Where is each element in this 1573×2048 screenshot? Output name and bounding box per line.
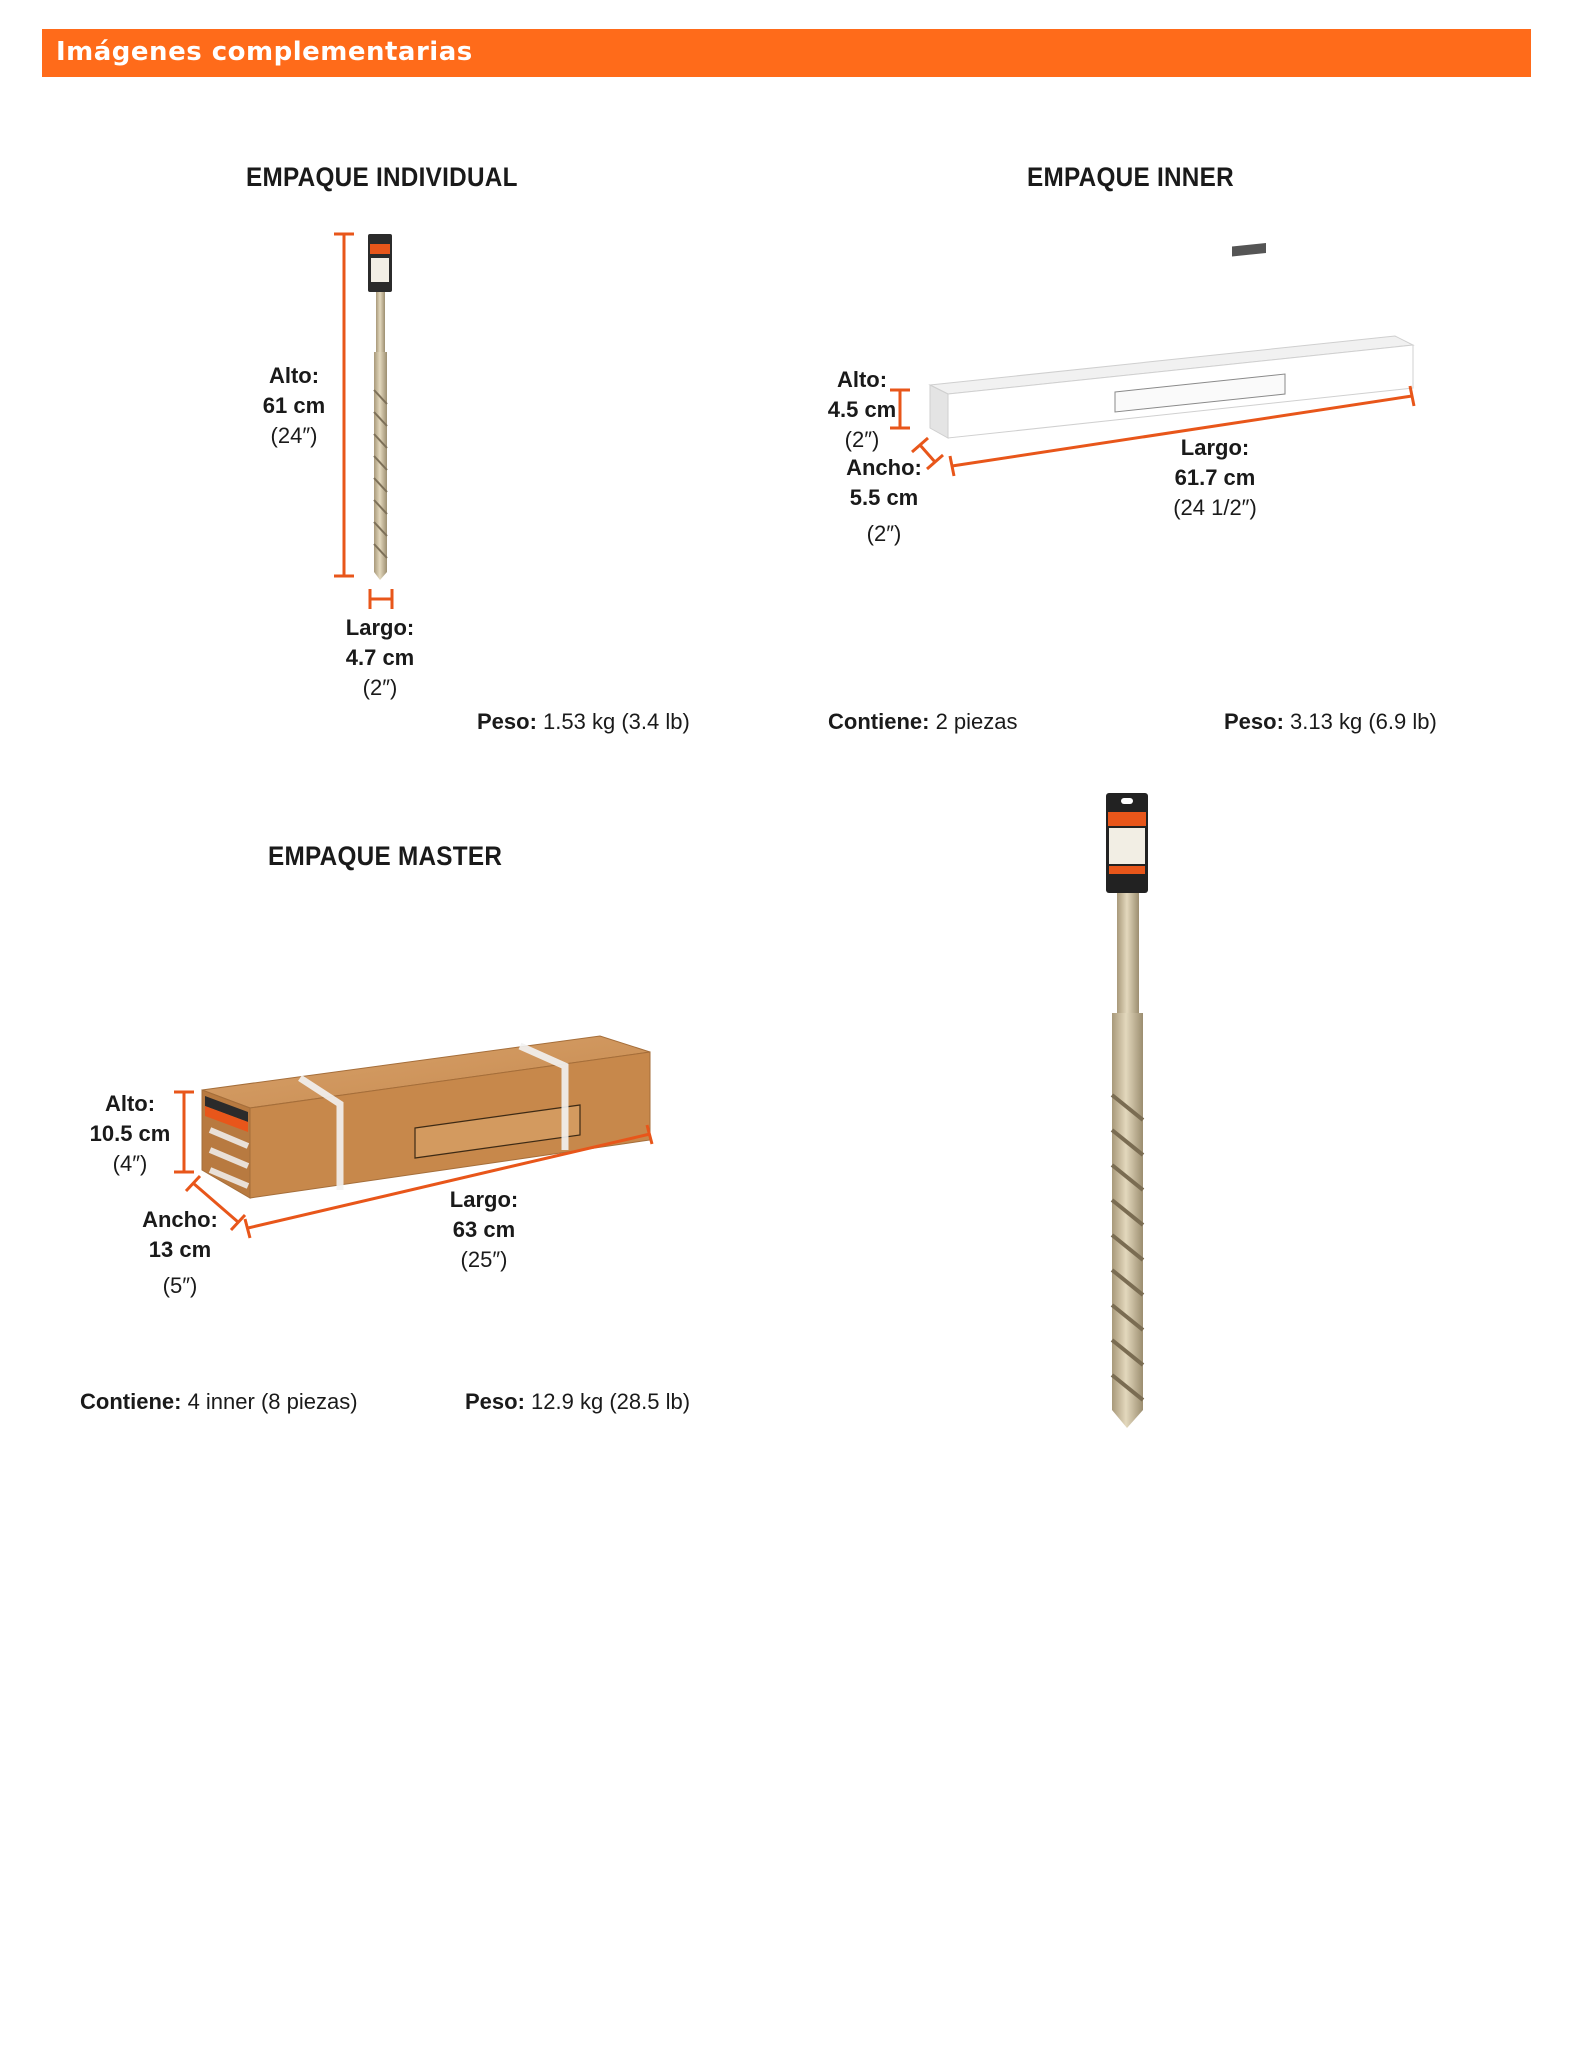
largo-caption: Largo: [449,1187,519,1212]
peso-caption: Peso: [477,709,537,734]
ancho-inches: (5″) [162,1273,198,1298]
master-ancho-label [136,1205,224,1301]
ancho-caption: Ancho: [846,455,922,480]
contiene-value: 2 piezas [929,709,1018,734]
alto-inches: (4″) [112,1151,148,1176]
alto-caption: Alto: [836,367,888,392]
ancho-value: 13 cm [148,1237,212,1262]
master-peso [465,1389,690,1415]
ancho-inches: (2″) [866,521,902,546]
individual-drill-bit-icon [368,234,392,580]
largo-inches: (25″) [460,1247,508,1272]
individual-largo-label [338,613,422,703]
largo-value: 63 cm [452,1217,516,1242]
inner-title: EMPAQUE INNER [1027,162,1234,192]
peso-caption: Peso: [465,1389,525,1414]
individual-alto-label [262,361,326,451]
largo-caption: Largo: [345,615,415,640]
alto-caption: Alto: [268,363,320,388]
contiene-caption: Contiene: [80,1389,182,1414]
alto-inches: (24″) [270,423,318,448]
alto-caption: Alto: [104,1091,156,1116]
large-drill-bit-icon [1106,793,1148,1428]
peso-value: 1.53 kg (3.4 lb) [536,709,690,734]
master-title: EMPAQUE MASTER [268,841,503,871]
peso-value: 12.9 kg (28.5 lb) [524,1389,691,1414]
inner-contiene [828,709,1018,735]
inner-alto-label [820,365,904,455]
master-largo-label [440,1185,528,1275]
master-box-icon [202,1036,650,1198]
individual-title: EMPAQUE INDIVIDUAL [246,162,518,192]
contiene-value: 4 inner (8 piezas) [181,1389,358,1414]
inner-peso [1224,709,1437,735]
ancho-value: 5.5 cm [849,485,919,510]
peso-value: 3.13 kg (6.9 lb) [1283,709,1437,734]
alto-value: 4.5 cm [827,397,897,422]
master-alto-label [88,1089,172,1179]
alto-inches: (2″) [844,427,880,452]
largo-value: 4.7 cm [345,645,415,670]
peso-caption: Peso: [1224,709,1284,734]
inner-ancho-label [840,453,928,549]
inner-largo-label [1160,433,1270,523]
largo-inches: (24 1/2″) [1173,495,1257,520]
section-title: Imágenes complementarias [56,37,473,67]
master-contiene [80,1389,358,1415]
ancho-caption: Ancho: [142,1207,218,1232]
inner-box-icon [930,243,1413,438]
largo-value: 61.7 cm [1174,465,1256,490]
largo-inches: (2″) [362,675,398,700]
largo-caption: Largo: [1180,435,1250,460]
alto-value: 61 cm [262,393,326,418]
alto-value: 10.5 cm [89,1121,171,1146]
individual-peso [477,709,690,735]
contiene-caption: Contiene: [828,709,930,734]
